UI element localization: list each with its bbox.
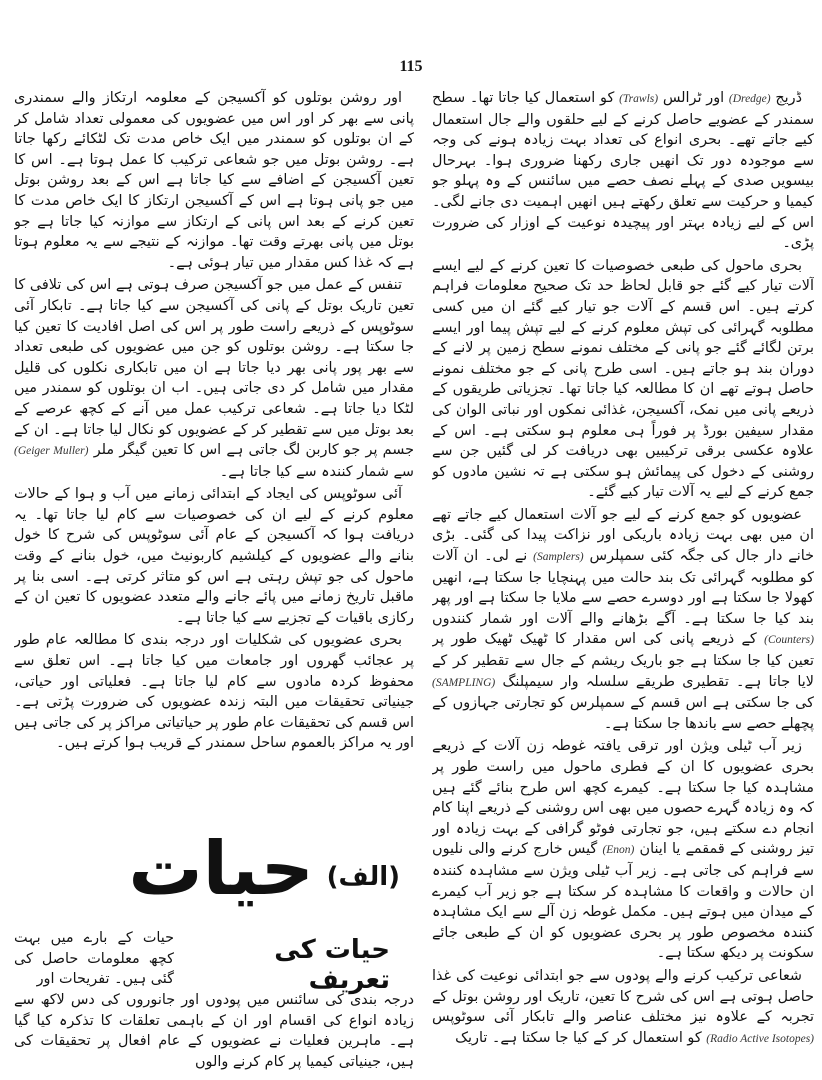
right-paragraph-5: شعاعی ترکیب کرنے والے پودوں سے جو ابتدائی نوعیت کی غذا حاصل ہوتی ہے اس کی شرح کا تعین، تاریک اور روشن بوتل کے تجربہ کے علاوہ نیز مختلف عناصر والے تابکار آئی سوٹوپس (Radio Active Isotopes) کو استعمال کر کے کیا جا سکتا ہے۔ تاریک <box>432 967 814 1046</box>
left-column <box>14 88 414 833</box>
section-intro: حیات کے بارے میں بہت کچھ معلومات حاصل کی گئی ہیں۔ تفریحات اور <box>14 930 174 988</box>
page-number: 115 <box>399 58 423 75</box>
left-paragraph-2: تنفس کے عمل میں جو آکسیجن صرف ہوتی ہے اس کی تلافی کا تعین تاریک بوتل کے پانی کی آکسیجن سے کیا جاتا ہے۔ تابکار آئی سوٹوپس کے ذریعے راست طور پر اس کی اصل افادیت کا تعین کیا جا سکتا ہے۔ روشن بوتلوں کو جن میں عضویوں کی طبعی تعداد سے بھر پور پانی بھر دیا جاتا ہے ان میں تابکاری نکلوں کی قلیل مقدار میں شامل کر دی جاتی ہیں۔ اب ان بوتلوں کو سمندر میں لٹکا دیا جاتا ہے۔ شعاعی ترکیب عمل میں آنے کے کچھ عرصے کے بعد بوتل میں سے تقطیر کر کے عضویوں کو نکال لیا جاتا ہے۔ ان کے جسم پر جو کاربن لگ جاتی ہے اس کا تعین گیگر ملر (Geiger Muller) سے شمار کنندہ سے کیا جاتا ہے۔ <box>14 277 414 480</box>
right-paragraph-1: ڈریج (Dredge) اور ٹرالس (Trawls) کو استعمال کیا جاتا تھا۔ سطح سمندر کے عضویے حاصل کرنے کے لیے حلقوں والے جال استعمال کیے جاتے تھے۔ بحری انواع کی تعداد بہت زیادہ ہونے کی وجہ سے موجودہ دور تک انھیں جاری رکھنا ضروری ہوا۔ بہرحال بیسویں صدی کے پہلے نصف حصے میں سائنس کے وہ پہلو جو کیمیا و حرکیت سے تعلق رکھتے ہیں انھیں اہمیت دی جانے لگی۔ اس کے لیے زیادہ بہتر اور پیچیدہ نوعیت کے اوزار کی ضرورت پڑی۔ <box>432 90 814 252</box>
chapter-heading <box>40 826 400 935</box>
right-paragraph-2: بحری ماحول کی طبعی خصوصیات کا تعین کرنے کے لیے ایسے آلات تیار کیے گئے جو قابل لحاظ حد تک صحیح معلومات فراہم کرتے ہیں۔ اس قسم کے آلات جو تیار کیے گئے ان میں کسی مطلوبہ گہرائی کی تپش معلوم کرنے کے لیے تپش پیما اور ایسے برتن لگائے گئے جو پانی کے مختلف نمونے سطح زمین پر لانے کے دوران بند ہو جاتے ہیں۔ اسی طرح پانی کے جو مختلف نمونے حاصل ہوتے تھے ان کا مطالعہ کیا جاتا تھا۔ تجزیاتی طریقوں کے ذریعے پانی میں نمک، آکسیجن، غذائی نمکوں اور نباتی الوان کی مقدار سیفین بورڈ پر فوراً ہی معلوم ہو سکتی ہے۔ اس کے علاوہ عکسی برقی ترکیبیں بھی دریافت کر لی گئیں جن سے روشنی کے دخول کی پیمائش ہو سکتی ہے تہ نشین مادوں کو جمع کرنے کے لیے یہ آلات تیار کیے گئے۔ <box>432 257 814 501</box>
left-paragraph-3: آئی سوٹوپس کی ایجاد کے ابتدائی زمانے میں آب و ہوا کے حالات معلوم کرنے کے لیے ان کی خصوصیات سے کام لیا جاتا تھا۔ یہ دریافت ہوا کہ آکسیجن کے عام آئی سوٹوپس کی شرح کا خول بنانے والے عضویوں کے کیلشیم کاربونیٹ میں، خول بنانے کے وقت ماحول کی جو تپش رہتی ہے اس کو متاثر کرتی ہے۔ اسی بنا پر ماقبل تاریخ زمانے میں پائے جانے والے متعدد عضویوں کا تعین ان کے رکازی باقیات کے تجزیے سے کیا جاتا ہے۔ <box>14 486 414 626</box>
chapter-subtitle: (الف) <box>326 862 400 892</box>
chapter-title: حیات <box>128 826 314 912</box>
section-heading: حیات کی تعریف <box>274 935 390 995</box>
right-paragraph-3: عضویوں کو جمع کرنے کے لیے جو آلات استعمال کیے جاتے تھے ان میں بھی بہت زیادہ باریکی اور نزاکت پیدا کی گئی۔ بڑی خانے دار جال کی جگہ کئی سمپلرس (Samplers) نے لی۔ ان آلات کو مطلوبہ گہرائی تک بند حالت میں پہنچایا جا سکتا ہے، انھیں کھولا جا سکتا ہے اور دوسرے حصے سے ملایا جا سکتا ہے اور پھر بند کیا جا سکتا ہے۔ آگے بڑھانے والے آلات اور شمار کنندوں (Counters) کے ذریعے پانی کی اس مقدار کا ٹھیک ٹھیک طور پر تعین کیا جا سکتا ہے جو باریک ریشم کے جال سے تقطیر کر کے لایا جاتا ہے۔ تقطیری طریقے سلسلہ وار سیمپلنگ (SAMPLING) کی جا سکتی ہے اس قسم کے سمپلرس کو تجارتی جہازوں کے پچھلے حصے سے باندھا جا سکتا ہے۔ <box>432 506 814 732</box>
section-body: درجہ بندی کی سائنس میں پودوں اور جانوروں کی دس لاکھ سے زیادہ انواع کی اقسام اور ان کے باہمی تعلقات کا تذکرہ کیا گیا ہے۔ ماہرین فعلیات نے عضویوں کے عام افعال پر تحقیقات کی ہیں، جینیاتی کیمیا پر کام کرنے والوں <box>14 992 414 1070</box>
right-paragraph-4: زیر آب ٹیلی ویژن اور ترقی یافتہ غوطہ زن آلات کے ذریعے بحری عضویوں کا ان کے فطری ماحول میں راست طور پر مشاہدہ کیا جا سکتا ہے۔ کیمرے کچھ اس طرح بنائے گئے ہیں کہ وہ زیادہ گہرے حصوں میں بھی اس روشنی کے ذریعے اپنا کام انجام دے سکتے ہیں، جو تجارتی فوٹو گرافی کے بہت زیادہ اور تیز روشنی کے قمقمے یا اینان (Enon) گیس خارج کرنے والی نلیوں سے فراہم کی جاتی ہے۔ زیر آب ٹیلی ویژن سے مشاہدہ کنندہ ان حالات و واقعات کا مشاہدہ کر سکتا ہے جو زیر آب کیمرے کے میدان میں ہوتے ہیں۔ مکمل غوطہ زن آلے سے ایک مشاہدہ کنندہ مخصوص طور پر بحری عضویوں کو ان کے طبعی جائے سکونت پر دیکھ سکتا ہے۔ <box>432 738 814 962</box>
right-column <box>432 88 814 1068</box>
left-paragraph-1: اور روشن بوتلوں کو آکسیجن کے معلومہ ارتکاز والے سمندری پانی سے بھر کر اور اس میں عضویوں کی معمولی تعداد شامل کر کے ان بوتلوں کو سمندر میں ایک خاص مدت تک لٹکائے رکھا جاتا ہے۔ روشن بوتل میں جو شعاعی ترکیب کا عمل ہوتا ہے۔ اس کا تعین آکسیجن کے اضافے سے کیا جاتا ہے اس کے بعد روشن بوتل میں جو پانی ہوتا ہے اس کے آکسیجن ارتکاز کا ایک خاص مدت کا تعین کرنے کے بعد اس پانی کے ارتکاز سے موازنہ کیا جاتا ہے جو بوتل میں پانی بھرتے وقت تھا۔ موازنہ کے نتیجے سے یہ معلوم ہوتا ہے کہ غذا کس مقدار میں تیار ہوئی ہے۔ <box>14 90 414 271</box>
left-paragraph-4: بحری عضویوں کی شکلیات اور درجہ بندی کا مطالعہ عام طور پر عجائب گھروں اور جامعات میں کیا جاتا ہے۔ اس تعلق سے محفوظ کردہ مادوں سے کام لیا جاتا ہے۔ فعلیاتی اور حیاتی، جینیاتی تحقیقات میں البتہ زندہ عضویوں کی ضرورت پڑتی ہے۔ اس قسم کی تحقیقات عام طور پر حیاتیاتی مراکز پر کی جاتی ہیں اور یہ مراکز بالعموم ساحل سمندر کے قریب ہوا کرتے ہیں۔ <box>14 632 414 752</box>
